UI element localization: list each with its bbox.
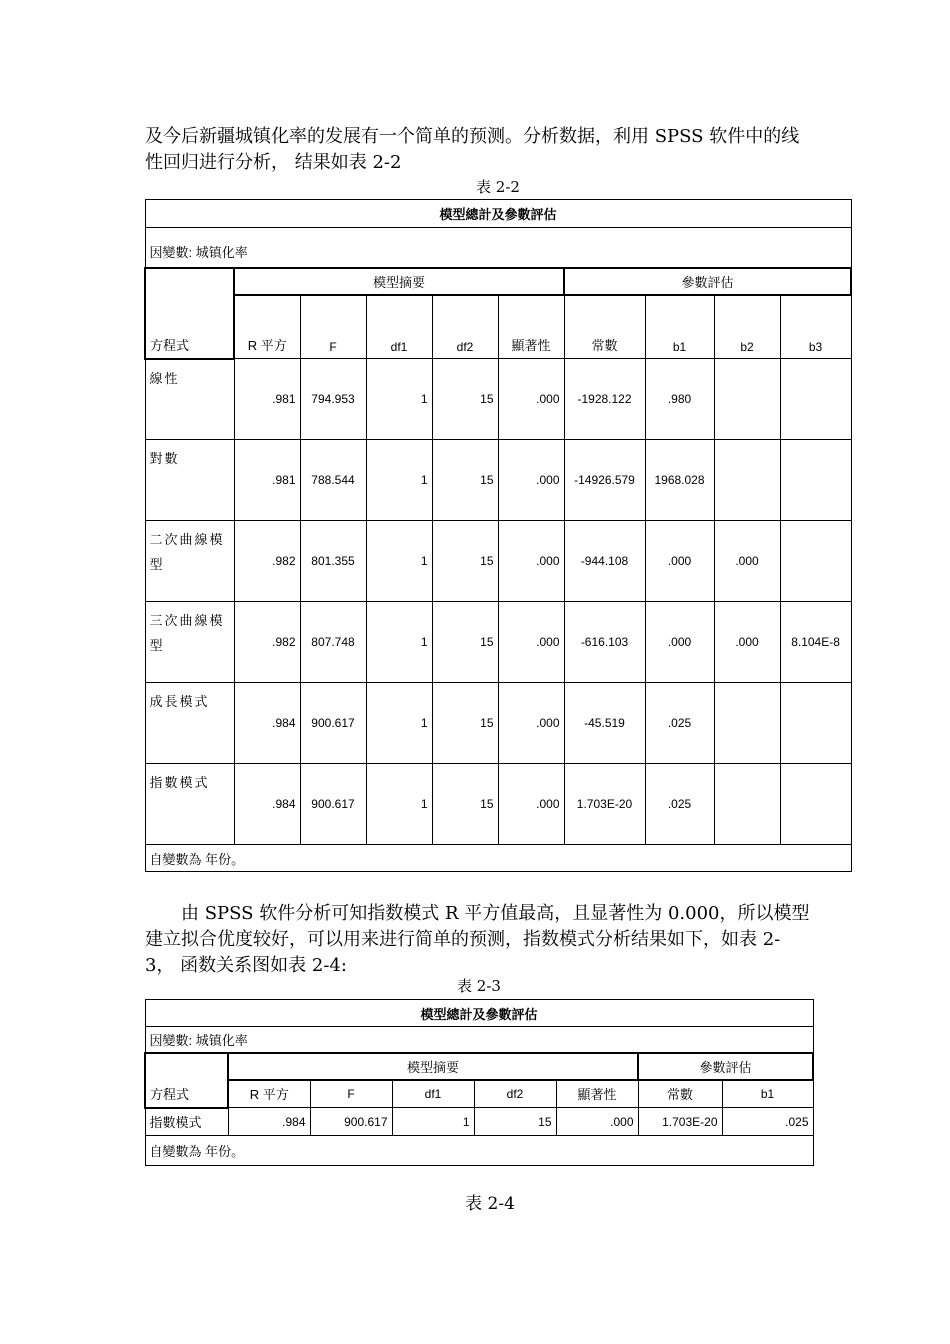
cell-constant: 1.703E-20 — [564, 764, 645, 845]
col-header: b2 — [714, 295, 780, 359]
cell-b2 — [714, 440, 780, 521]
table-title: 模型總計及參數評估 — [145, 1000, 813, 1027]
table-row — [145, 1108, 813, 1136]
cell-f: 794.953 — [300, 359, 366, 440]
cell-r-square: .981 — [234, 440, 300, 521]
intro-line-2: 性回归进行分析， 结果如表 2-2 — [145, 152, 402, 173]
cell-r-square: .984 — [234, 764, 300, 845]
table-row — [145, 440, 851, 521]
table-2-3-caption: 表 2-3 — [457, 977, 501, 995]
cell-b2: .000 — [714, 521, 780, 602]
col-header: F — [310, 1080, 392, 1108]
cell-sig: .000 — [498, 440, 564, 521]
table-2-2-caption: 表 2-2 — [476, 178, 520, 196]
col-header: b1 — [722, 1080, 813, 1108]
group-param-estimates: 參數評估 — [638, 1053, 813, 1080]
cell-sig: .000 — [498, 521, 564, 602]
cell-f: 900.617 — [300, 683, 366, 764]
group-model-summary: 模型摘要 — [234, 268, 564, 295]
cell-df2: 15 — [432, 359, 498, 440]
cell-df2: 15 — [432, 521, 498, 602]
cell-b2 — [714, 683, 780, 764]
cell-f: 900.617 — [300, 764, 366, 845]
cell-constant: -1928.122 — [564, 359, 645, 440]
col-header: df1 — [366, 295, 432, 359]
col-header: 常數 — [564, 295, 645, 359]
cell-b2 — [714, 764, 780, 845]
cell-r-square: .984 — [228, 1108, 310, 1136]
row-label: 二次曲線模型 — [145, 521, 234, 602]
col-header: R 平方 — [228, 1080, 310, 1108]
cell-b2 — [714, 359, 780, 440]
cell-sig: .000 — [556, 1108, 638, 1136]
col-header: df2 — [474, 1080, 556, 1108]
row-label: 對數 — [145, 440, 234, 521]
col-header: 顯著性 — [498, 295, 564, 359]
cell-r-square: .984 — [234, 683, 300, 764]
cell-df1: 1 — [366, 602, 432, 683]
intro-line-1: 及今后新疆城镇化率的发展有一个简单的预测。分析数据，利用 SPSS 软件中的线 — [145, 126, 800, 147]
cell-df2: 15 — [474, 1108, 556, 1136]
cell-r-square: .981 — [234, 359, 300, 440]
cell-constant: 1.703E-20 — [638, 1108, 722, 1136]
cell-df1: 1 — [366, 440, 432, 521]
cell-f: 801.355 — [300, 521, 366, 602]
table-row — [145, 521, 851, 602]
cell-b1: .025 — [722, 1108, 813, 1136]
cell-df2: 15 — [432, 683, 498, 764]
col-header: b3 — [780, 295, 851, 359]
row-label: 線性 — [145, 359, 234, 440]
col-header: R 平方 — [234, 295, 300, 359]
table-title: 模型總計及參數評估 — [145, 200, 851, 228]
cell-b1: 1968.028 — [645, 440, 714, 521]
col-header: 常數 — [638, 1080, 722, 1108]
table-row — [145, 359, 851, 440]
cell-r-square: .982 — [234, 521, 300, 602]
cell-sig: .000 — [498, 764, 564, 845]
cell-df1: 1 — [366, 359, 432, 440]
cell-constant: -616.103 — [564, 602, 645, 683]
cell-b1: .000 — [645, 521, 714, 602]
col-equation: 方程式 — [145, 1053, 228, 1108]
row-label: 成長模式 — [145, 683, 234, 764]
cell-r-square: .982 — [234, 602, 300, 683]
group-param-estimates: 參數評估 — [564, 268, 851, 295]
row-label: 指數模式 — [145, 1108, 228, 1136]
table-row — [145, 602, 851, 683]
cell-f: 788.544 — [300, 440, 366, 521]
cell-df2: 15 — [432, 602, 498, 683]
cell-b3 — [780, 359, 851, 440]
table-2-2 — [144, 199, 852, 872]
cell-df1: 1 — [366, 764, 432, 845]
col-header: b1 — [645, 295, 714, 359]
col-header: F — [300, 295, 366, 359]
cell-b3 — [780, 440, 851, 521]
row-label: 三次曲線模型 — [145, 602, 234, 683]
para2-line-1: 由 SPSS 软件分析可知指数模式 R 平方值最高，且显著性为 0.000，所以模型 — [181, 903, 810, 924]
col-header: df2 — [432, 295, 498, 359]
table-footnote: 自變數為 年份。 — [145, 1136, 813, 1166]
cell-constant: -944.108 — [564, 521, 645, 602]
cell-df1: 1 — [366, 683, 432, 764]
cell-sig: .000 — [498, 602, 564, 683]
cell-constant: -45.519 — [564, 683, 645, 764]
cell-f: 807.748 — [300, 602, 366, 683]
cell-b2: .000 — [714, 602, 780, 683]
cell-b3 — [780, 764, 851, 845]
group-model-summary: 模型摘要 — [228, 1053, 638, 1080]
col-equation: 方程式 — [145, 268, 234, 359]
table-2-4-caption: 表 2-4 — [465, 1194, 515, 1214]
cell-constant: -14926.579 — [564, 440, 645, 521]
cell-b3 — [780, 521, 851, 602]
row-label: 指數模式 — [145, 764, 234, 845]
cell-b3: 8.104E-8 — [780, 602, 851, 683]
dependent-variable: 因變數: 城镇化率 — [145, 228, 851, 268]
cell-b3 — [780, 683, 851, 764]
cell-f: 900.617 — [310, 1108, 392, 1136]
cell-sig: .000 — [498, 359, 564, 440]
cell-sig: .000 — [498, 683, 564, 764]
cell-df2: 15 — [432, 440, 498, 521]
table-footnote: 自變數為 年份。 — [145, 845, 851, 872]
cell-df1: 1 — [366, 521, 432, 602]
dependent-variable: 因變數: 城镇化率 — [145, 1027, 813, 1053]
para2-line-2: 建立拟合优度较好，可以用来进行简单的预测，指数模式分析结果如下，如表 2- — [145, 929, 781, 950]
cell-df2: 15 — [432, 764, 498, 845]
cell-b1: .000 — [645, 602, 714, 683]
col-header: df1 — [392, 1080, 474, 1108]
cell-b1: .025 — [645, 683, 714, 764]
col-header: 顯著性 — [556, 1080, 638, 1108]
cell-b1: .980 — [645, 359, 714, 440]
para2-line-3: 3， 函数关系图如表 2-4: — [145, 955, 347, 976]
cell-df1: 1 — [392, 1108, 474, 1136]
table-row — [145, 764, 851, 845]
table-row — [145, 683, 851, 764]
cell-b1: .025 — [645, 764, 714, 845]
table-2-3 — [144, 999, 814, 1166]
